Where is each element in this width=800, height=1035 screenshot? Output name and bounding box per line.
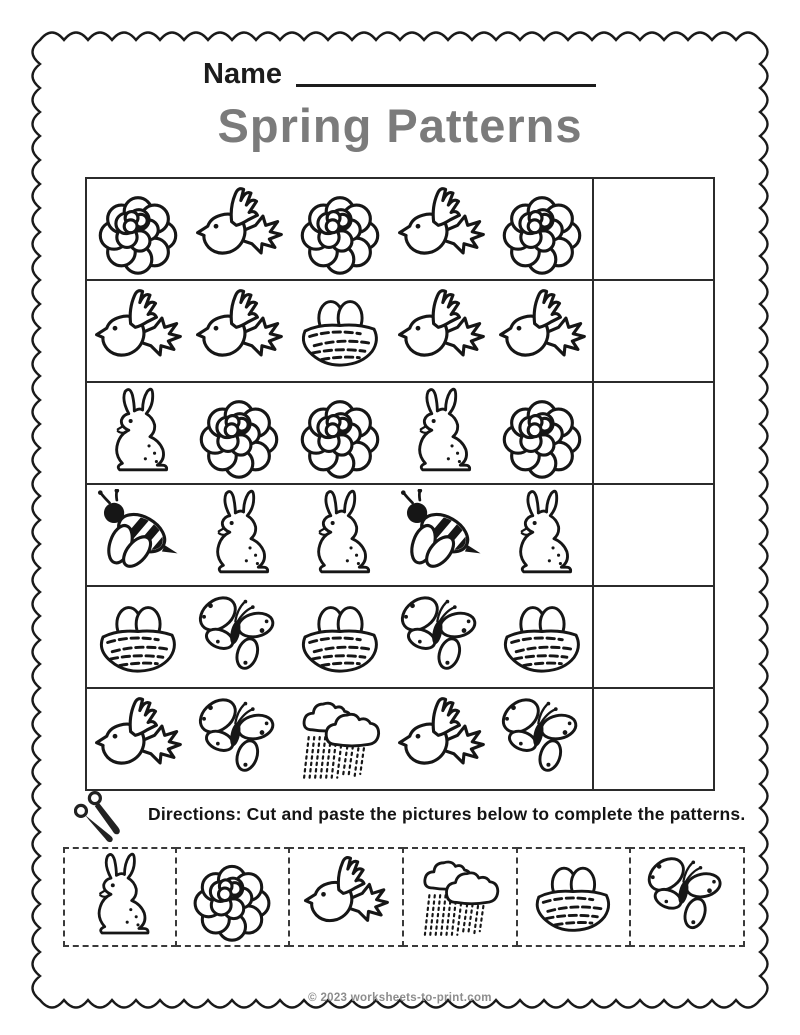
bird-icon [193,183,285,275]
pattern-row [87,179,713,281]
flower-icon [496,183,588,275]
pattern-cell [289,383,390,483]
bee-icon [395,489,487,581]
bird-icon [301,852,391,942]
directions-row [74,788,745,850]
pattern-cell [289,485,390,585]
pattern-row [87,485,713,587]
pattern-cell [188,587,289,687]
butterfly-icon [395,591,487,683]
flower-icon [294,183,386,275]
butterfly-icon [193,693,285,785]
bunny-icon [92,387,184,479]
bird-icon [395,183,487,275]
pattern-table [85,177,715,791]
cutout-piece[interactable] [629,847,745,947]
bunny-icon [496,489,588,581]
bird-icon [92,285,184,377]
pattern-cell [491,689,592,789]
pattern-cell [289,689,390,789]
answer-cell[interactable] [592,485,713,585]
pattern-cell [390,179,491,279]
flower-icon [294,387,386,479]
pattern-row [87,383,713,485]
pattern-cell [390,485,491,585]
bird-icon [92,693,184,785]
copyright-footer: © 2023 worksheets-to-print.com [308,992,492,1004]
bunny-icon [294,489,386,581]
pattern-cell [491,485,592,585]
flower-icon [92,183,184,275]
pattern-cell [491,179,592,279]
pattern-cell [491,383,592,483]
pattern-cell [390,689,491,789]
butterfly-icon [642,852,732,942]
pattern-cell [188,281,289,381]
pattern-cell [390,383,491,483]
page-title: Spring Patterns [217,99,583,152]
pattern-cell [87,179,188,279]
answer-cell[interactable] [592,179,713,279]
cutout-piece[interactable] [288,847,404,947]
pattern-cell [390,587,491,687]
cutout-piece[interactable] [175,847,291,947]
bird-icon [395,693,487,785]
cutout-piece[interactable] [63,847,177,947]
bird-icon [395,285,487,377]
name-write-line[interactable] [296,84,596,87]
pattern-cell [87,587,188,687]
rain-cloud-icon [415,852,505,942]
flower-icon [193,387,285,479]
pattern-cell [491,587,592,687]
answer-cell[interactable] [592,689,713,789]
border-left [33,40,41,1000]
nest-icon [92,591,184,683]
bird-icon [193,285,285,377]
pattern-cell [188,383,289,483]
bird-icon [496,285,588,377]
nest-icon [294,285,386,377]
pattern-cell [188,689,289,789]
scissors-icon [74,788,132,850]
pattern-cell [289,281,390,381]
cutout-piece[interactable] [516,847,632,947]
bunny-icon [75,852,165,942]
flower-icon [187,852,277,942]
answer-cell[interactable] [592,587,713,687]
nest-icon [294,591,386,683]
butterfly-icon [193,591,285,683]
bunny-icon [395,387,487,479]
directions-text: Directions: Cut and paste the pictures below to complete the patterns. [148,804,746,824]
pattern-cell [188,485,289,585]
pattern-row [87,689,713,789]
pattern-cell [188,179,289,279]
name-label: Name [203,58,282,90]
cutout-piece[interactable] [402,847,518,947]
pattern-cell [87,485,188,585]
border-right [760,40,768,1000]
name-row [203,58,596,91]
border-top [40,33,760,41]
pattern-cell [87,689,188,789]
butterfly-icon [496,693,588,785]
bee-icon [92,489,184,581]
pattern-cell [289,587,390,687]
pattern-cell [390,281,491,381]
pattern-row [87,281,713,383]
answer-cell[interactable] [592,383,713,483]
pattern-cell [87,383,188,483]
flower-icon [496,387,588,479]
pattern-cell [289,179,390,279]
bunny-icon [193,489,285,581]
nest-icon [496,591,588,683]
pattern-cell [87,281,188,381]
answer-cell[interactable] [592,281,713,381]
nest-icon [528,852,618,942]
pattern-cell [491,281,592,381]
pattern-row [87,587,713,689]
rain-cloud-icon [294,693,386,785]
cutout-strip [63,847,745,947]
